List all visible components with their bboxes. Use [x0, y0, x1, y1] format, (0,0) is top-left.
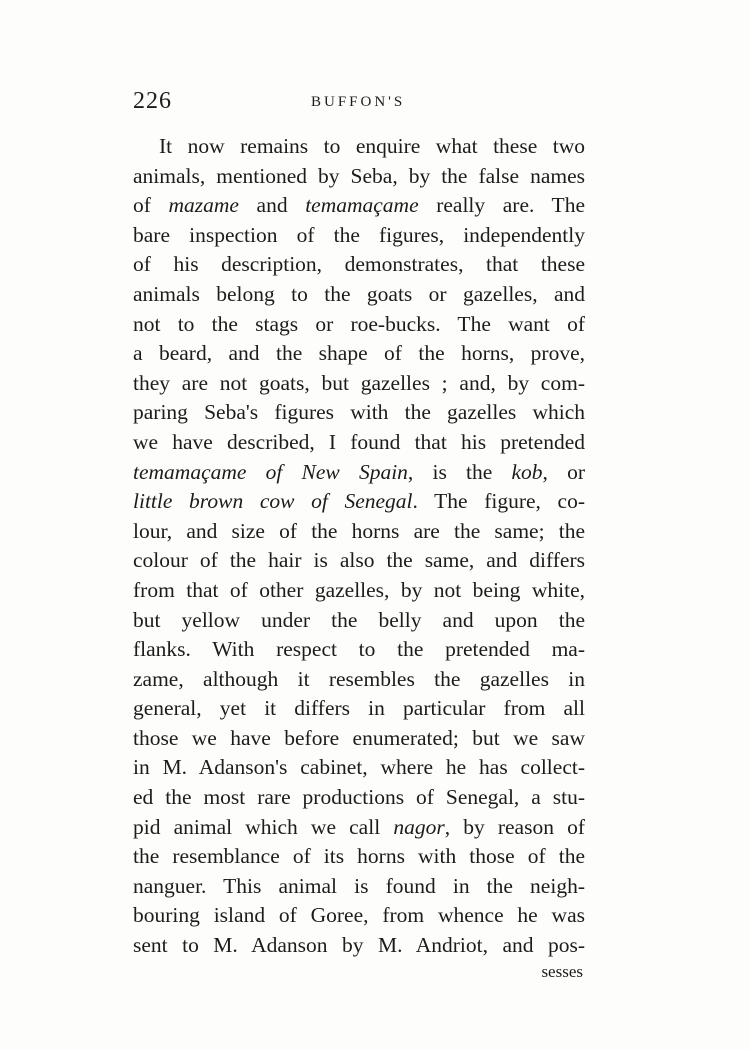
text-line: paring Seba's figures with the gazelles which — [133, 400, 585, 425]
text-line: we have described, I found that his pretended — [133, 429, 585, 454]
text-line: but yellow under the belly and upon the — [133, 607, 585, 632]
text-line: flanks. With respect to the pretended ma- — [133, 637, 585, 662]
text-line: from that of other gazelles, by not being white, — [133, 577, 585, 602]
text-segment: , by reason of — [444, 814, 585, 839]
text-line: animals belong to the goats or gazelles, and — [133, 281, 585, 306]
italic-text: kob — [511, 459, 543, 484]
text-segment: pid animal which we call — [133, 814, 394, 839]
text-segment: . The figure, co- — [412, 489, 586, 514]
text-line: not to the stags or roe-bucks. The want of — [133, 311, 585, 336]
running-head: BUFFON'S — [311, 94, 406, 110]
text-segment: of — [133, 193, 169, 218]
text-segment: , or — [542, 459, 585, 484]
italic-text: temamaçame — [305, 193, 419, 218]
text-line — [133, 487, 585, 517]
text-line — [133, 458, 585, 488]
text-line: animals, mentioned by Seba, by the false names — [133, 163, 585, 188]
page-number: 226 — [133, 88, 172, 114]
text-line: sent to M. Adanson by M. Andriot, and pos- — [133, 933, 585, 958]
text-line: in M. Adanson's cabinet, where he has collect- — [133, 755, 585, 780]
italic-text: mazame — [168, 193, 239, 218]
text-line: a beard, and the shape of the horns, prove, — [133, 341, 585, 366]
text-line: lour, and size of the horns are the same; the — [133, 518, 585, 543]
catchword: sesses — [541, 962, 583, 981]
text-line — [133, 191, 585, 221]
text-line: bare inspection of the figures, independently — [133, 222, 585, 247]
text-segment: really are. The — [418, 193, 585, 218]
text-line: of his description, demonstrates, that these — [133, 252, 585, 277]
italic-text: temamaçame of New Spain — [133, 459, 408, 484]
text-line: general, yet it differs in particular from all — [133, 696, 585, 721]
text-segment: , is the — [407, 459, 512, 484]
text-line: they are not goats, but gazelles ; and, by com- — [133, 370, 585, 395]
italic-text: little brown cow of Senegal — [133, 489, 413, 514]
text-line: bouring island of Goree, from whence he was — [133, 903, 585, 928]
text-line: zame, although it resembles the gazelles in — [133, 666, 585, 691]
text-segment: and — [238, 193, 306, 218]
text-line: nanguer. This animal is found in the neigh- — [133, 873, 585, 898]
text-line — [133, 813, 585, 843]
text-line: the resemblance of its horns with those of the — [133, 844, 585, 869]
page-header — [133, 88, 583, 118]
text-line: colour of the hair is also the same, and differs — [133, 548, 585, 573]
text-line: ed the most rare productions of Senegal, a stu- — [133, 785, 585, 810]
italic-text: nagor — [393, 814, 445, 839]
text-line: It now remains to enquire what these two — [159, 134, 585, 158]
body-text — [133, 132, 585, 961]
text-line: those we have before enumerated; but we saw — [133, 725, 585, 750]
